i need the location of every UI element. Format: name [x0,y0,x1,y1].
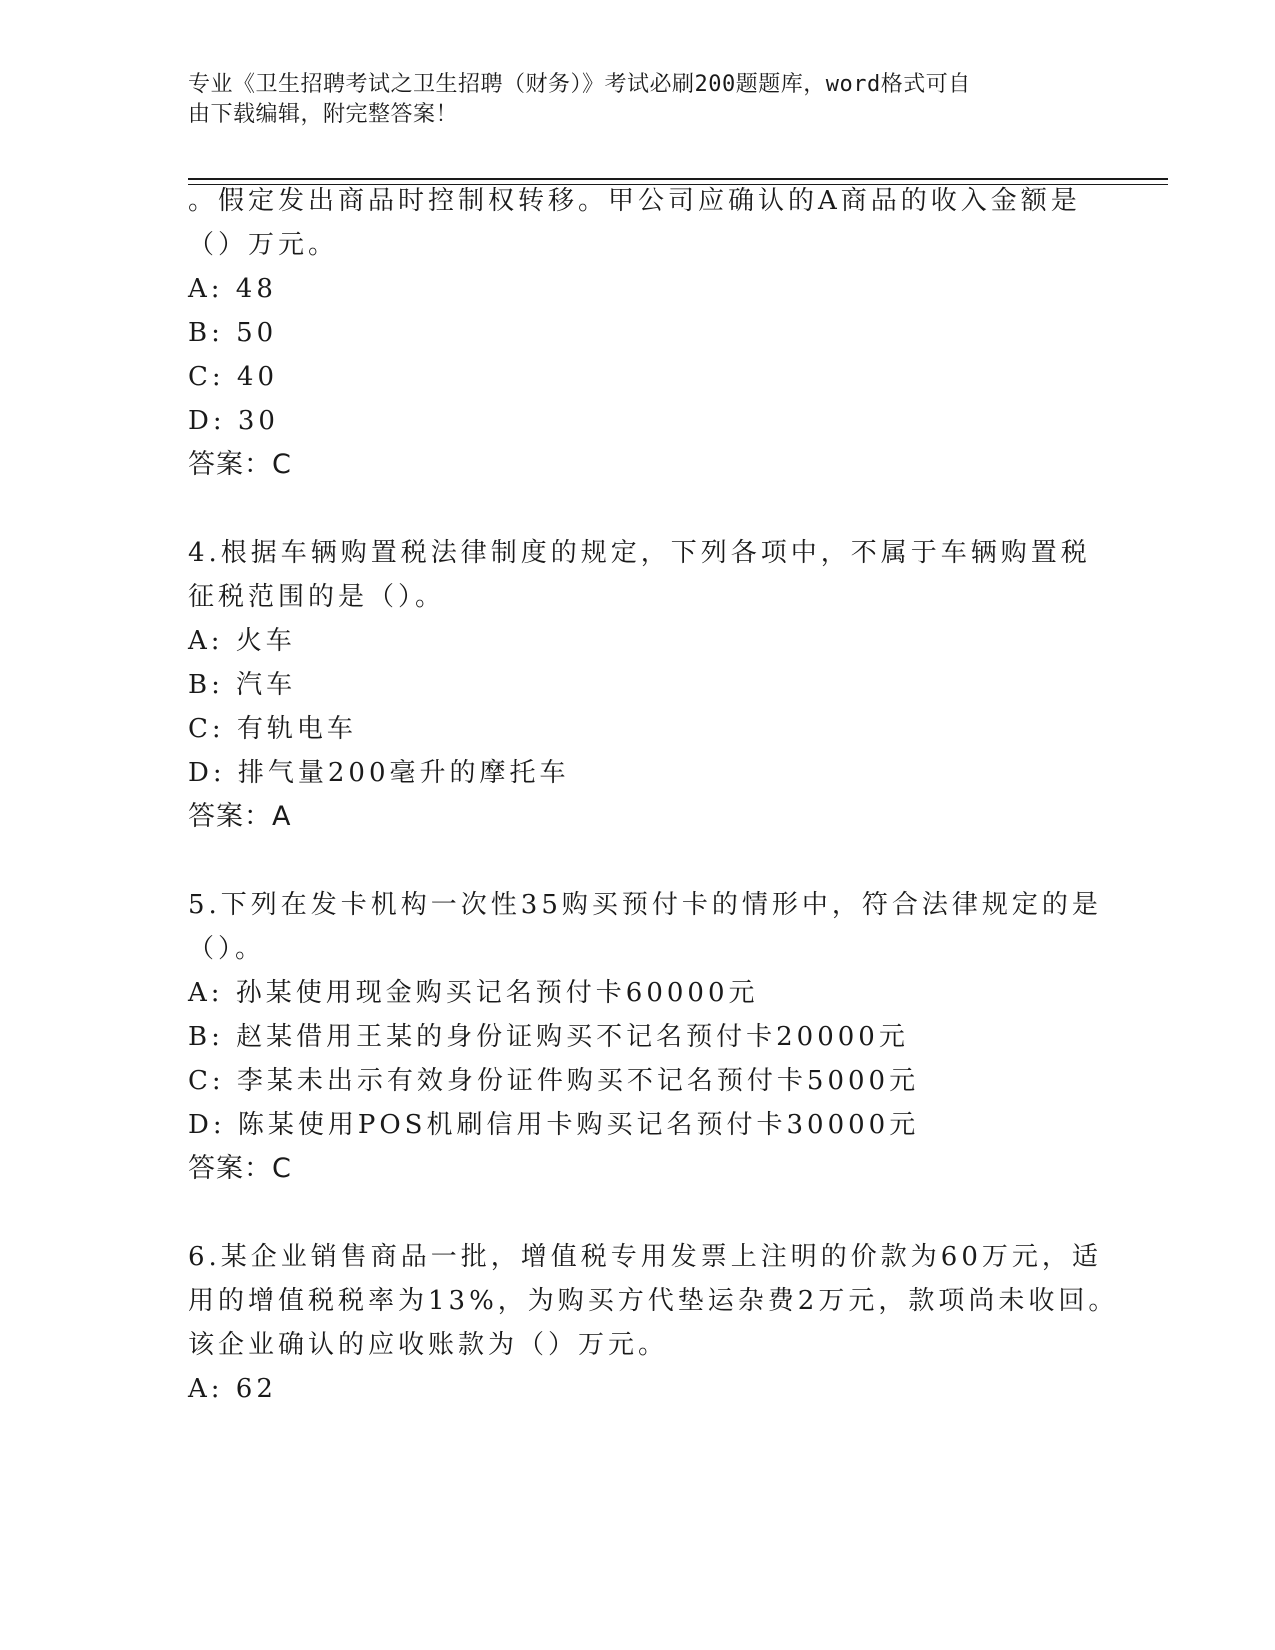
q5-stem-line-2: （）。 [188,934,266,964]
q5-option-c: C: 李某未出示有效身份证件购买不记名预付卡5000元 [188,1066,920,1096]
q6-stem-line-1: 6.某企业销售商品一批，增值税专用发票上注明的价款为60万元，适 [188,1242,1102,1272]
q5-option-d: D: 陈某使用POS机刷信用卡购买记名预付卡30000元 [188,1110,920,1140]
q4-option-a: A: 火车 [188,626,296,656]
q4-stem-line-1: 4.根据车辆购置税法律制度的规定，下列各项中，不属于车辆购置税 [188,538,1091,568]
header-divider-thick [188,178,1168,180]
q5-option-b: B: 赵某借用王某的身份证购买不记名预付卡20000元 [188,1022,909,1052]
q3-option-a: A: 48 [188,274,277,304]
header-line-2: 由下载编辑，附完整答案！ [188,102,459,127]
q4-option-b: B: 汽车 [188,670,297,700]
q3-stem-line-1: 。假定发出商品时控制权转移。甲公司应确认的A商品的收入金额是 [188,186,1081,216]
q6-stem-line-3: 该企业确认的应收账款为（）万元。 [188,1330,669,1360]
q5-answer: 答案：C [188,1153,292,1184]
q6-option-a: A: 62 [188,1374,277,1404]
q3-option-b: B: 50 [188,318,278,348]
q3-answer: 答案：C [188,449,292,480]
q4-answer: 答案：A [188,801,292,832]
q5-stem-line-1: 5.下列在发卡机构一次性35购买预付卡的情形中，符合法律规定的是 [188,890,1102,920]
q3-option-c: C: 40 [188,362,279,392]
q3-option-d: D: 30 [188,406,279,436]
q6-stem-line-2: 用的增值税税率为13%，为购买方代垫运杂费2万元，款项尚未收回。 [188,1286,1119,1316]
q3-stem-line-2: （）万元。 [188,230,339,260]
q4-stem-line-2: 征税范围的是（）。 [188,582,446,612]
q4-option-d: D: 排气量200毫升的摩托车 [188,758,570,788]
header-line-1: 专业《卫生招聘考试之卫生招聘（财务）》考试必刷200题题库，word格式可自 [188,72,971,97]
document-header [188,70,1078,130]
q4-option-c: C: 有轨电车 [188,714,357,744]
q5-option-a: A: 孙某使用现金购买记名预付卡60000元 [188,978,759,1008]
